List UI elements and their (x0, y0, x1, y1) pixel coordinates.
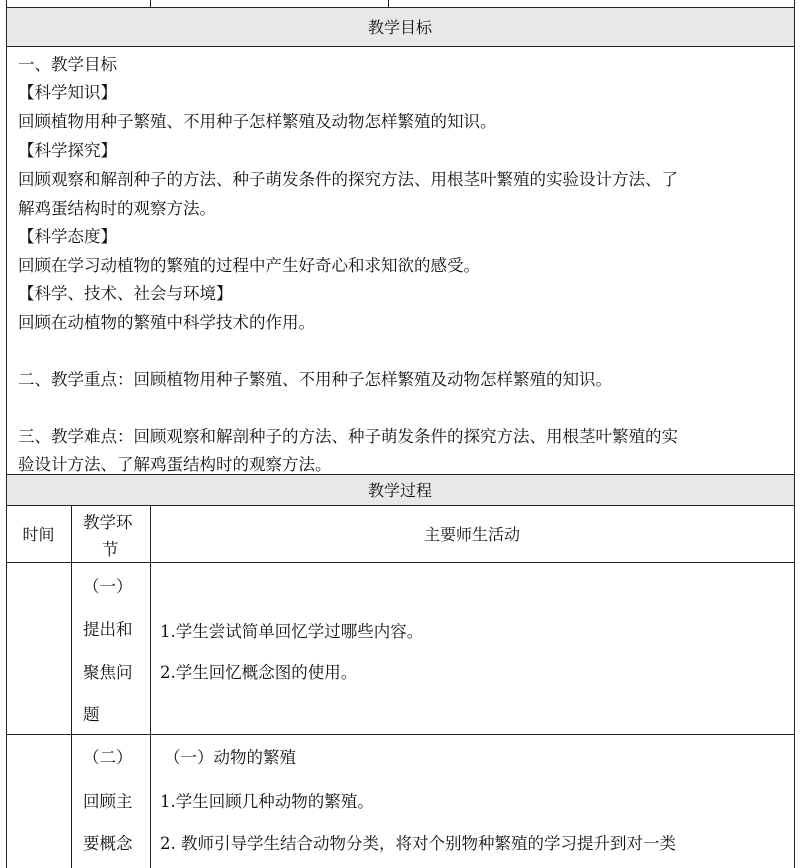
process-header-text: 教学过程 (367, 481, 432, 500)
stage-line: 聚焦问 (83, 663, 133, 682)
objectives-line: 回顾观察和解剖种子的方法、种子萌发条件的探究方法、用根茎叶繁殖的实验设计方法、了 (18, 170, 678, 189)
activity-line: 2.学生回忆概念图的使用。 (160, 663, 358, 682)
objectives-line: 【科学探究】 (18, 141, 117, 160)
activity-line: 1.学生回顾几种动物的繁殖。 (160, 792, 374, 811)
column-header-activities-text: 主要师生活动 (423, 525, 520, 544)
grid-line (6, 0, 7, 868)
column-header-activities (150, 505, 794, 562)
grid-line (6, 46, 794, 47)
objectives-line: 验设计方法、了解鸡蛋结构时的观察方法。 (18, 455, 332, 474)
column-header-time-text: 时间 (22, 525, 55, 544)
objectives-line: 一、教学目标 (18, 55, 117, 74)
table-row-activities (150, 562, 794, 734)
stage-line: 回顾主 (83, 792, 133, 811)
column-header-stage-line2: 节 (102, 540, 119, 559)
process-header (6, 474, 794, 505)
objectives-header-text: 教学目标 (367, 18, 432, 37)
grid-line (388, 0, 389, 7)
objectives-line: 回顾在学习动植物的繁殖的过程中产生好奇心和求知欲的感受。 (18, 256, 480, 275)
stage-line: 题 (83, 705, 100, 724)
objectives-line: 三、教学难点：回顾观察和解剖种子的方法、种子萌发条件的探究方法、用根茎叶繁殖的实 (18, 427, 678, 446)
table-row-activities (150, 734, 794, 868)
grid-line (794, 0, 795, 868)
stage-line: （一） (83, 577, 133, 596)
activity-line: 1.学生尝试简单回忆学过哪些内容。 (160, 622, 424, 641)
objectives-line: 【科学、技术、社会与环境】 (18, 284, 233, 303)
objectives-line: 回顾植物用种子繁殖、不用种子怎样繁殖及动物怎样繁殖的知识。 (18, 112, 497, 131)
column-header-stage (71, 505, 150, 562)
objectives-line: 【科学知识】 (18, 83, 117, 102)
objectives-header (6, 7, 794, 46)
grid-line (150, 0, 151, 7)
stage-line: 要概念 (83, 834, 133, 853)
objectives-line: 回顾在动植物的繁殖中科学技术的作用。 (18, 313, 315, 332)
objectives-line: 二、教学重点：回顾植物用种子繁殖、不用种子怎样繁殖及动物怎样繁殖的知识。 (18, 370, 612, 389)
objectives-line: 【科学态度】 (18, 227, 117, 246)
column-header-stage-line1: 教学环 (83, 513, 133, 532)
table-row (71, 734, 150, 868)
activity-line: （一）动物的繁殖 (164, 748, 296, 767)
table-row (71, 562, 150, 734)
stage-line: 提出和 (83, 620, 133, 639)
objectives-line: 解鸡蛋结构时的观察方法。 (18, 199, 216, 218)
column-header-time (6, 505, 71, 562)
stage-line: （二） (83, 748, 133, 767)
activity-line: 2. 教师引导学生结合动物分类，将对个别物种繁殖的学习提升到对一类 (160, 834, 676, 853)
